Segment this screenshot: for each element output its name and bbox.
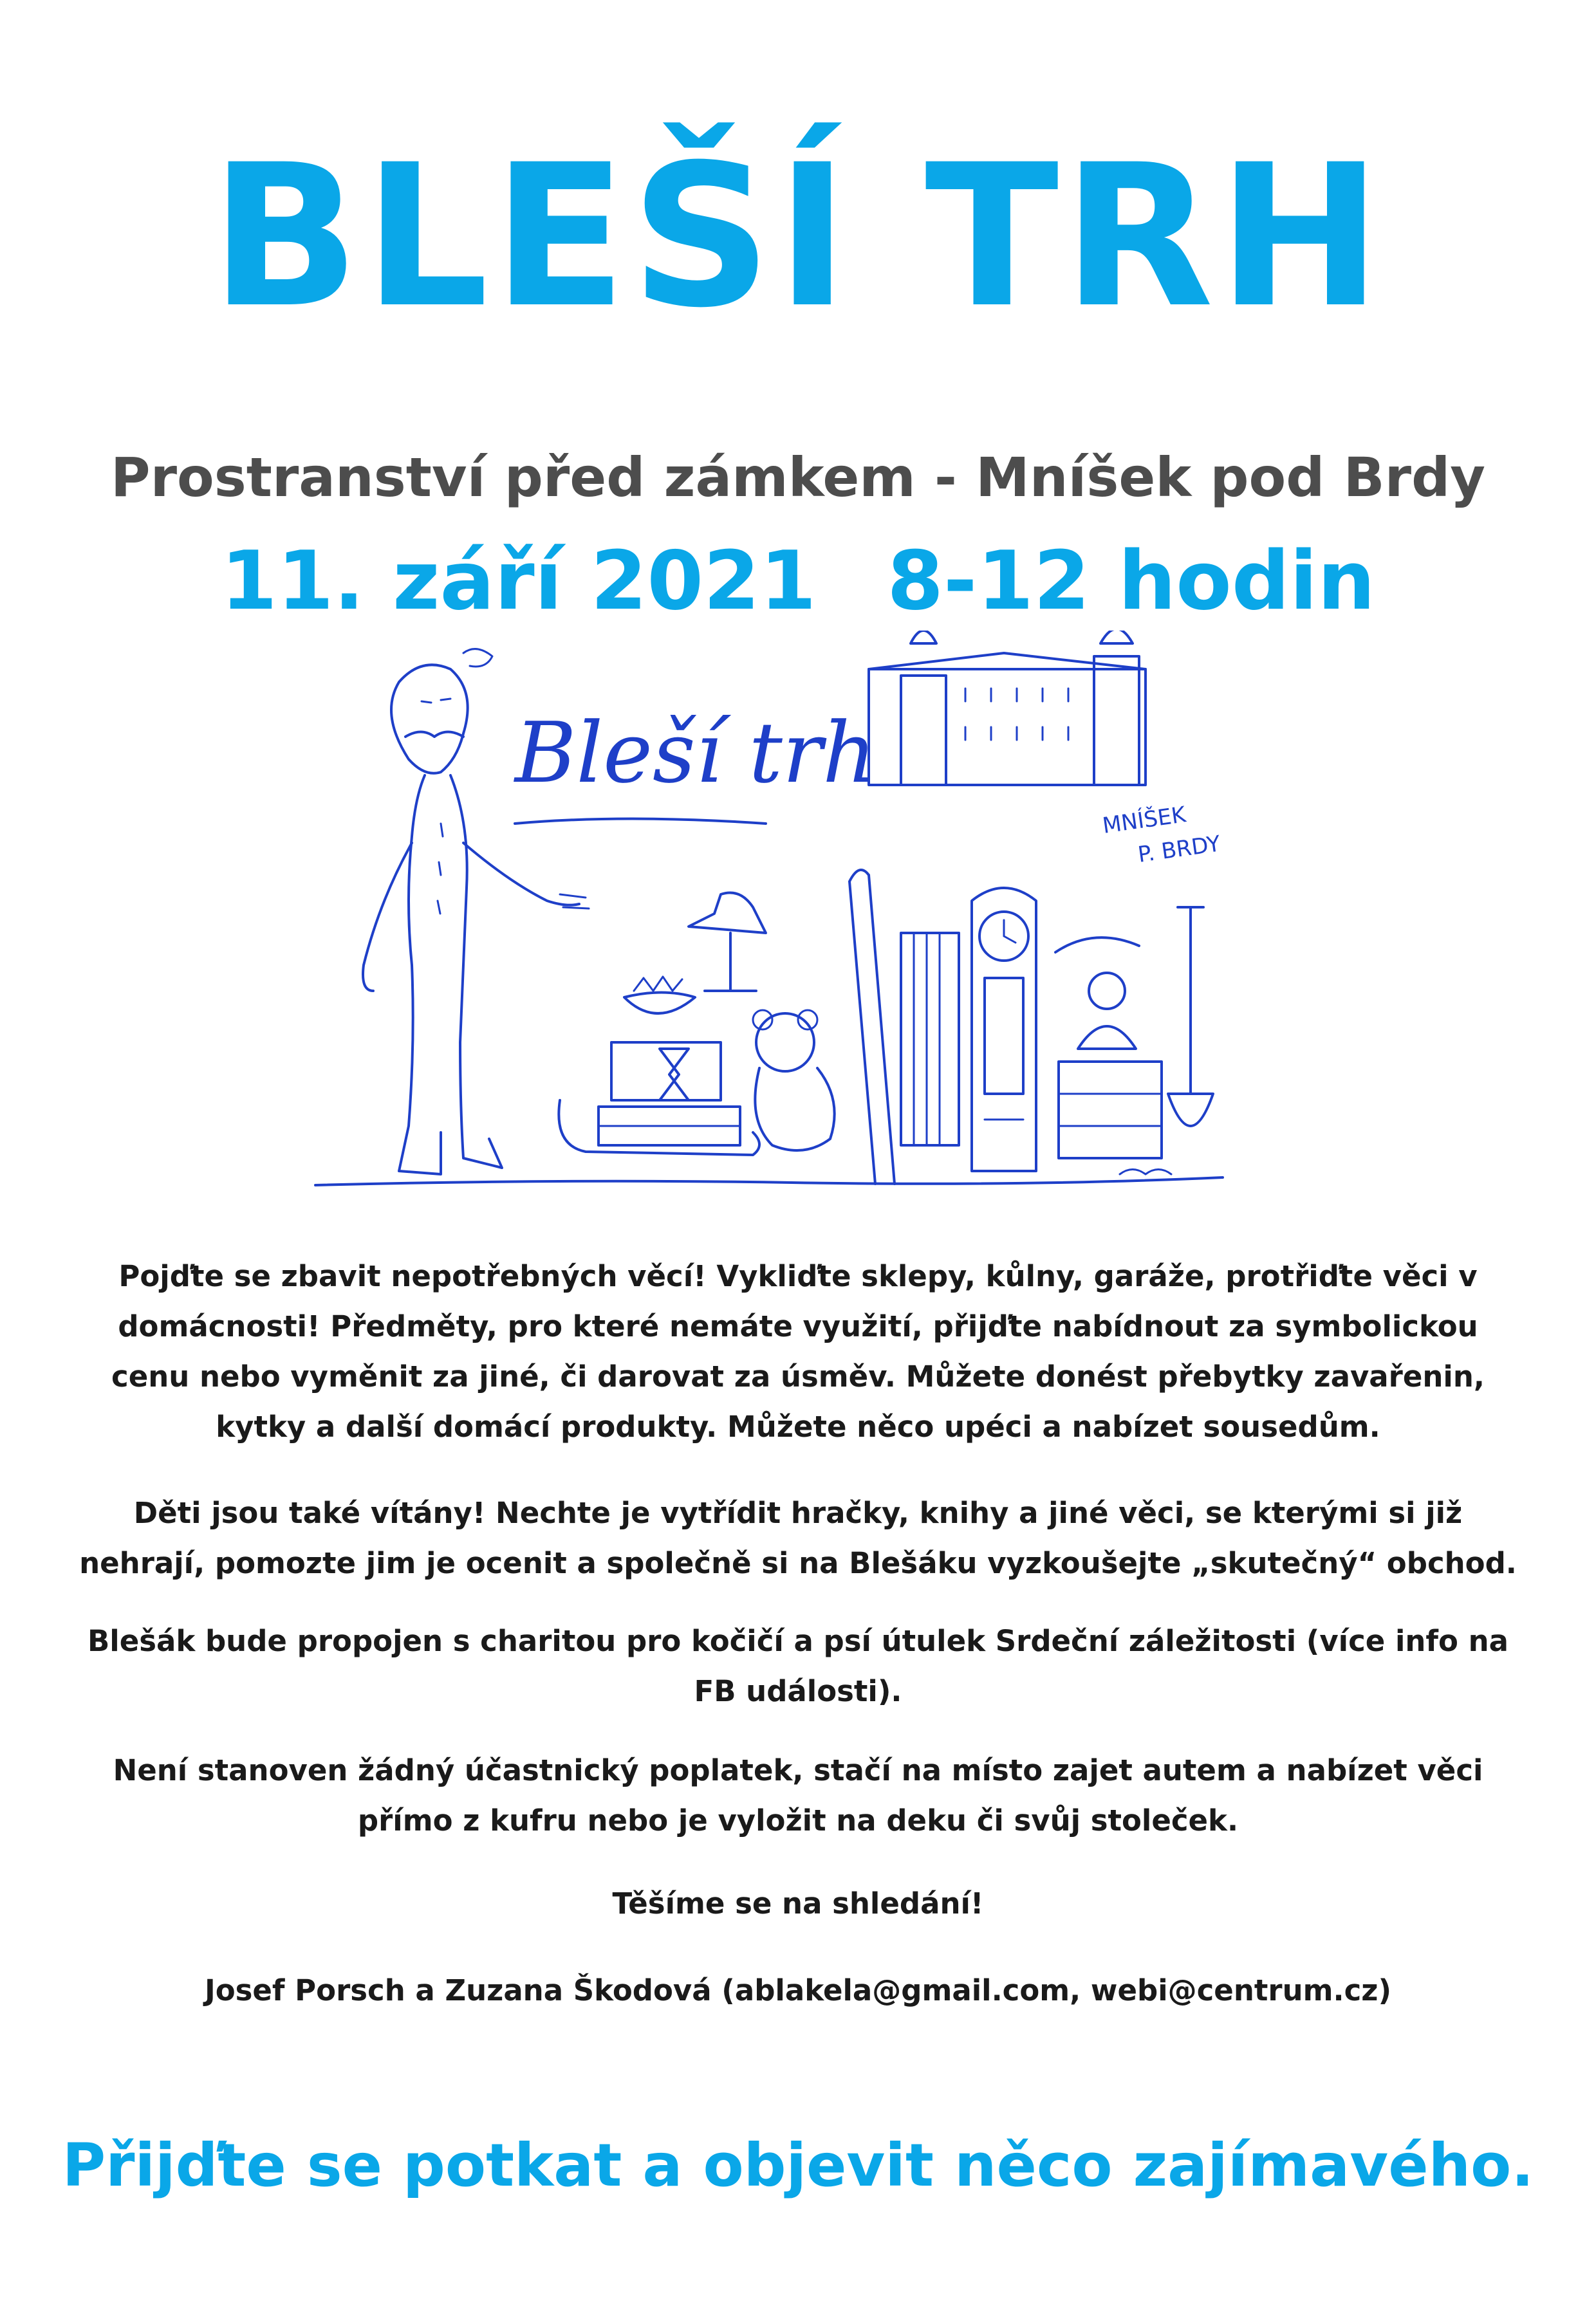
poster-title: BLEŠÍ TRH — [210, 122, 1386, 351]
clock-sketch — [972, 888, 1036, 1171]
buddha-cabinet-sketch — [1055, 937, 1162, 1158]
paragraph-intro: Pojďte se zbavit nepotřebných věcí! Vykliďte sklepy, kůlny, garáže, protřiďte věci v domácnosti! Předměty, pro které nemáte využití, přijďte nabídnout za symbolickou cenu nebo vyměnit za jiné, či darovat za úsměv. Můžete donést přebytky zavařenin, kytky a další domácí produkty. Můžete něco upéci a nabízet sousedům. — [111, 1259, 1485, 1444]
paragraph-children: Děti jsou také vítány! Nechte je vytřídit hračky, knihy a jiné věci, se kterými si již nehrají, pomozte jim je ocenit a společně si na Blešáku vyzkoušejte „skutečný“ obchod. — [79, 1496, 1517, 1580]
event-hours: 8-12 hodin — [887, 533, 1375, 628]
books-sketch — [901, 933, 959, 1145]
event-date: 11. září 2021 — [221, 533, 817, 628]
sled-sketch — [559, 1100, 759, 1155]
castle-sketch — [869, 631, 1146, 785]
place-label-1: MNÍŠEK — [1100, 802, 1188, 839]
shovel-sketch — [1168, 907, 1213, 1126]
lamp-sketch — [689, 893, 766, 991]
closing-slogan: Přijďte se potkat a objevit něco zajímavého. — [62, 2131, 1534, 2200]
sketch-sign-text: Bleší trh — [515, 704, 877, 802]
place-label-2: P. BRDY — [1136, 831, 1222, 868]
date-time-line — [0, 533, 1596, 628]
flea-market-sketch — [302, 631, 1236, 1197]
paragraph-charity: Blešák bude propojen s charitou pro kočičí a psí útulek Srdeční záležitosti (více info na FB události). — [87, 1624, 1508, 1708]
paragraph-greeting: Těšíme se na shledání! — [612, 1886, 984, 1921]
paragraph-fee: Není stanoven žádný účastnický poplatek, stačí na místo zajet autem a nabízet věci přímo z kufru nebo je vyložit na deku či svůj stoleček. — [113, 1753, 1483, 1838]
bowl-table-sketch — [611, 977, 721, 1100]
venue-line: Prostranství před zámkem - Mníšek pod Brdy — [111, 446, 1485, 509]
contact-line: Josef Porsch a Zuzana Škodová (ablakela@gmail.com, webi@centrum.cz) — [204, 1973, 1392, 2007]
teddy-bear-sketch — [753, 1010, 835, 1150]
